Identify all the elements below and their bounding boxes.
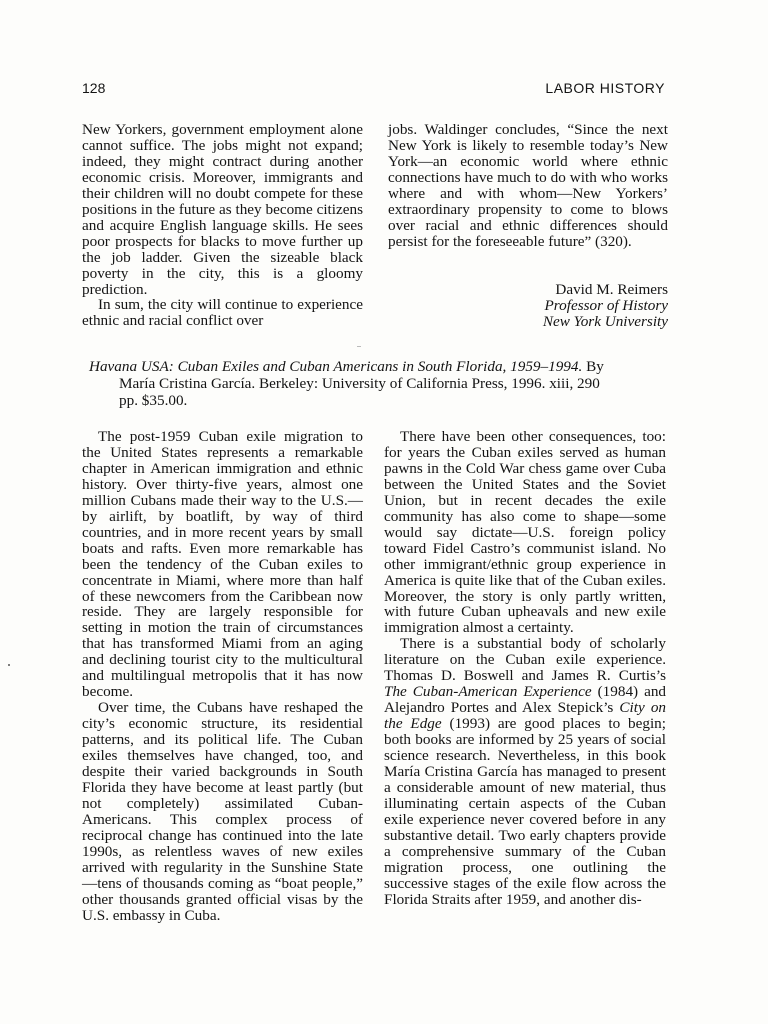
book-title: Havana USA: Cuban Exiles and Cuban Americans in South Florida, 1959–1994. <box>89 358 583 375</box>
book-citation <box>89 358 669 409</box>
journal-title: LABOR HISTORY <box>545 80 665 96</box>
margin-speck <box>8 664 10 666</box>
paragraph: jobs. Waldinger concludes, “Since the next New York is likely to resemble today’s New York—an economic world where ethnic connections have much to do with who works where and with whom—New Yorkers’ extraordinary propensity to come to blows over racial and ethnic differences should persist for the foreseeable future” (320). <box>388 121 668 250</box>
text-run: (1993) are good places to begin; both books are informed by 25 years of social science research. Nevertheless, in this book María Cristina García has managed to present a considerable amount of new material, thus illuminating certain aspects of the Cuban exile experience never covered before in any substantive detail. Two early chapters provide a comprehensive summary of the Cuban migration process, one outlining the successive stages of the exile flow across the Florida Straits after 1959, and another dis- <box>384 715 666 908</box>
paragraph: New Yorkers, government employment alone cannot suffice. The jobs might not expand; indeed, they might contract during another economic crisis. Moreover, immigrants and their children will no doubt compete for these positions in the future as they become citizens and acquire English language skills. He sees poor prospects for blacks to move further up the job ladder. Given the sizeable black poverty in the city, this is a gloomy prediction. <box>82 121 363 298</box>
paragraph <box>384 636 666 907</box>
reviewer-title: Professor of History <box>544 296 668 314</box>
review-continued-left-column <box>82 122 363 329</box>
review-body-left-column <box>82 429 363 924</box>
cited-book-title: The Cuban-American Experience <box>384 683 592 701</box>
reviewer-institution: New York University <box>542 312 668 330</box>
paragraph: The post-1959 Cuban exile migration to the United States represents a remarkable chapter in American immigration and ethnic history. Over thirty-five years, almost one million Cubans made their way to the U.S.—by airlift, by boatlift, by way of third countries, and in more recent years by small boats and rafts. Even more remarkable has been the tendency of the Cuban exiles to concentrate in Miami, where more than half of these newcomers from the Caribbean now reside. They are largely responsible for setting in motion the train of circumstances that has transformed Miami from an aging and declining tourist city to the multicultural and multilingual metropolis that it has now become. <box>82 428 363 701</box>
review-body-right-column <box>384 429 666 908</box>
review-continued-right-column <box>388 122 668 250</box>
section-divider <box>357 346 361 347</box>
page-number: 128 <box>82 80 106 96</box>
citation-pages-price: pp. $35.00. <box>119 392 188 409</box>
citation-by: By <box>582 358 604 375</box>
cited-book-title: City on the Edge <box>384 699 667 733</box>
reviewer-signature <box>543 282 668 330</box>
text-run: (1984) and Alejandro Portes and Alex Stepick’s <box>384 683 667 717</box>
citation-publication: María Cristina García. Berkeley: University of California Press, 1996. xiii, 290 <box>119 375 600 392</box>
paragraph: In sum, the city will continue to experience ethnic and racial conflict over <box>82 296 363 330</box>
paragraph: There have been other consequences, too: for years the Cuban exiles served as human pawns in the Cold War chess game over Cuba between the United States and the Soviet Union, but in recent decades the exile community has also come to shape—some would say dictate—U.S. foreign policy toward Fidel Castro’s communist island. No other immigrant/ethnic group experience in America is quite like that of the Cuban exiles. Moreover, the story is only partly written, with future Cuban upheavals and new exile immigration almost a certainty. <box>384 428 666 637</box>
text-run: There is a substantial body of scholarly literature on the Cuban exile experience. Thomas D. Boswell and James R. Curtis’s <box>384 635 666 685</box>
paragraph: Over time, the Cubans have reshaped the city’s economic structure, its residential patterns, and its political life. The Cuban exiles themselves have changed, too, and despite their varied backgrounds in South Florida they have become at least partly (but not completely) assimilated Cuban-Americans. This complex process of reciprocal change has continued into the late 1990s, as relentless waves of new exiles arrived with regularity in the Sunshine State—tens of thousands coming as “boat people,” other thousands granted official visas by the U.S. embassy in Cuba. <box>82 699 363 924</box>
reviewer-name: David M. Reimers <box>555 281 668 298</box>
